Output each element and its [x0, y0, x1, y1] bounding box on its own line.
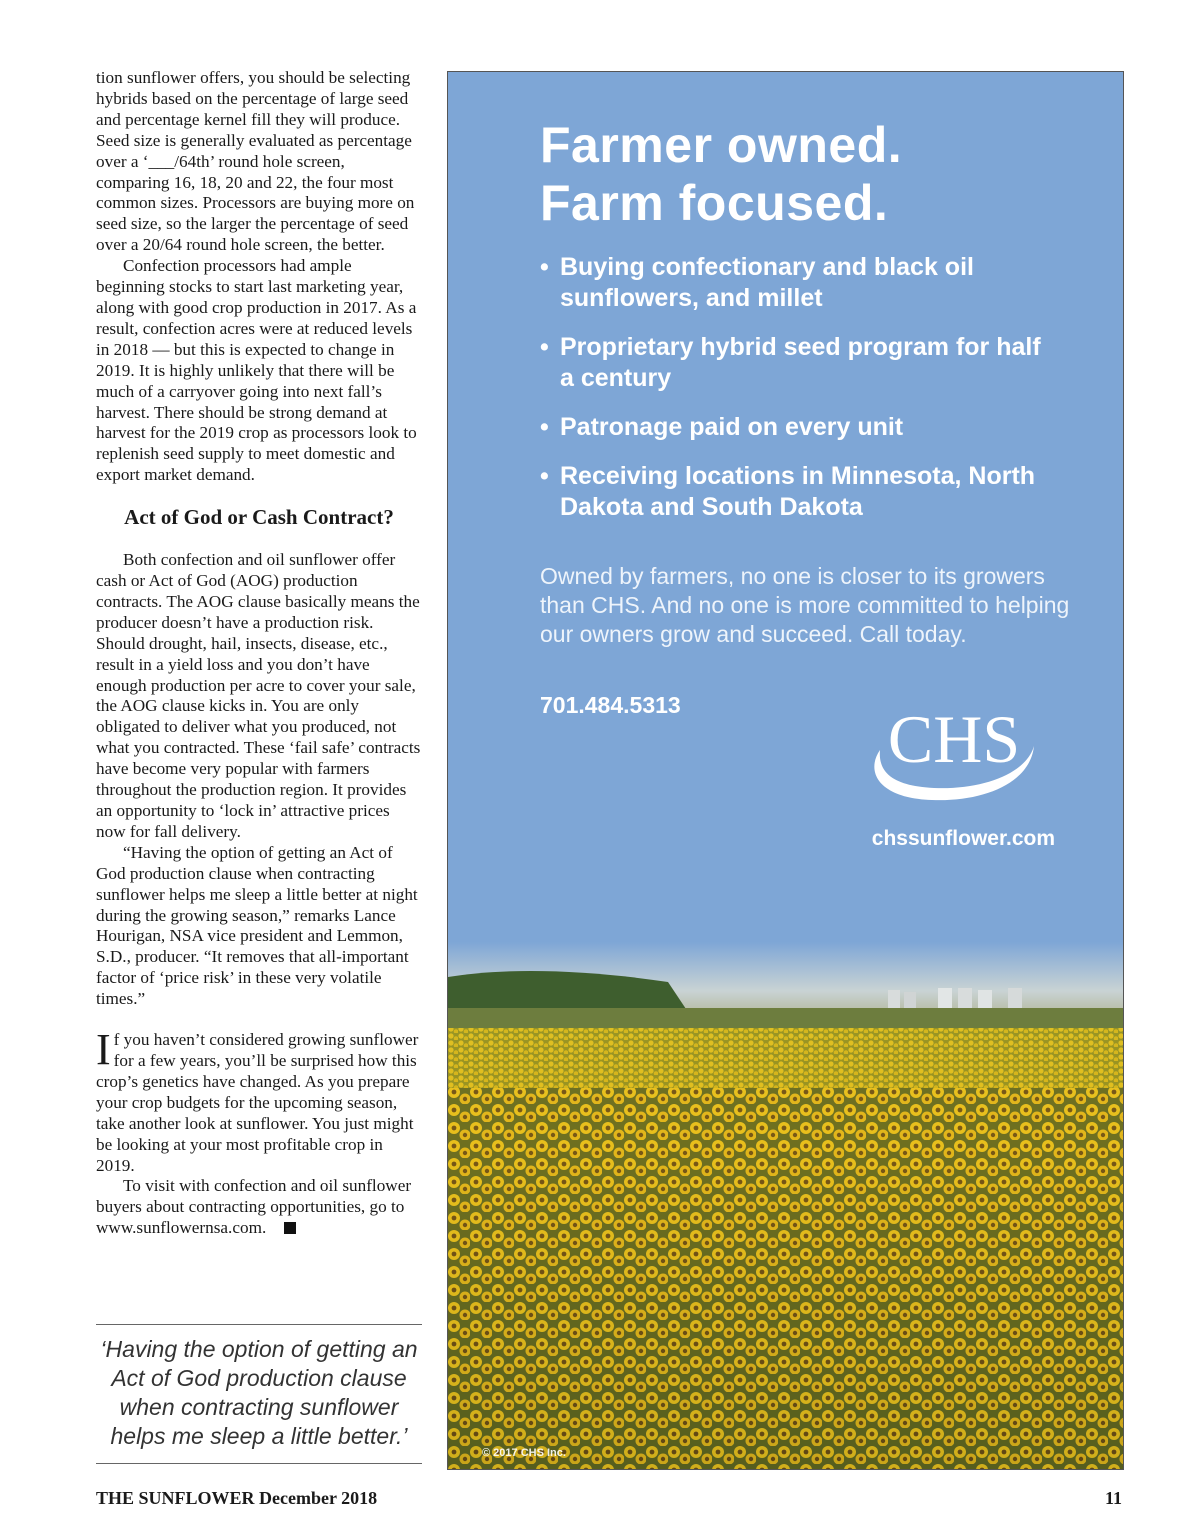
article-paragraph — [96, 1176, 422, 1239]
ad-headline-line: Farmer owned. — [540, 117, 903, 173]
ad-website-url: chssunflower.com — [871, 827, 1055, 850]
ad-bullet-item: • Proprietary hybrid seed program for half a century — [540, 332, 1060, 394]
article-paragraph: Both confection and oil sunflower offer cash or Act of God (AOG) production contracts. The AOG clause basically means the producer doesn’t have a production risk. Should drought, hail, insects, disease, etc., result in a yield loss and you don’t have enough production per acre to cover your sale, the AOG clause kicks in. You are only obligated to deliver what you produced, not what you contracted. These ‘fail safe’ contracts have become very popular with farmers throughout the production region. It provides an opportunity to ‘lock in’ attractive prices now for fall delivery. — [96, 550, 421, 841]
pull-quote — [96, 1324, 422, 1464]
sunflower-field-photo — [448, 942, 1123, 1469]
ad-copyright: © 2017 CHS Inc. — [482, 1447, 566, 1459]
article-paragraph-text: f you haven’t considered growing sunflower for a few years, you’ll be surprised how this crop’s genetics have changed. As you prepare your crop budgets for the upcoming season, take another look at sunflower. You just might be looking at your most profitable crop in 2019. — [96, 1030, 419, 1175]
drop-cap: I — [96, 1025, 111, 1075]
ad-headline — [540, 116, 902, 232]
ad-bullet-item: • Receiving locations in Minnesota, North Dakota and South Dakota — [540, 461, 1060, 523]
section-heading: Act of God or Cash Contract? — [124, 505, 394, 530]
pull-quote-text: ‘Having the option of getting an Act of God production clause when contracting sunflower helps me sleep a little better.’ — [100, 1336, 418, 1449]
chs-logo — [862, 700, 1042, 812]
ad-bullet-item: • Patronage paid on every unit — [540, 412, 1060, 443]
chs-logo-text: CHS — [887, 701, 1021, 777]
advertisement — [447, 71, 1124, 1470]
ad-bullet-list — [540, 252, 1060, 541]
article-paragraph: tion sunflower offers, you should be selecting hybrids based on the percentage of large seed and percentage kernel fill they will produce. Seed size is generally evaluated as percentage over a ‘___/64th’ round hole screen, comparing 16, 18, 20 and 22, the four most common sizes. Processors are buying more on seed size, so the larger the percentage of seed over a 20/64 round hole screen, the better. — [96, 68, 415, 255]
article-paragraph — [96, 1025, 422, 1176]
article-paragraph-text: To visit with confection and oil sunflower buyers about contracting opportunities, go to www.sunflowernsa.com. — [96, 1176, 412, 1238]
ad-bullet-item: • Buying confectionary and black oil sunflowers, and millet — [540, 252, 1060, 314]
article-paragraph: Confection processors had ample beginning stocks to start last marketing year, along with good crop production in 2017. As a result, confection acres were at reduced levels in 2018 — but this is expected to change in 2019. It is highly unlikely that there will be much of a carryover going into next fall’s harvest. There should be strong demand at harvest for the 2019 crop as processors look to replenish seed supply to meet domestic and export market demand. — [96, 256, 417, 485]
ad-headline-line: Farm focused. — [540, 175, 889, 231]
ad-body-text: Owned by farmers, no one is closer to its growers than CHS. And no one is more committed to helping our owners grow and succeed. Call today. — [540, 563, 1070, 647]
end-of-story-mark — [284, 1222, 296, 1234]
page-number: 11 — [1104, 1488, 1122, 1508]
footer-publication-title: THE SUNFLOWER December 2018 — [96, 1488, 378, 1508]
article-column — [96, 68, 422, 1239]
ad-phone-number: 701.484.5313 — [540, 692, 681, 718]
article-paragraph: “Having the option of getting an Act of God production clause when contracting sunflower helps me sleep a little better at night during the growing season,” remarks Lance Hourigan, NSA vice president and Lemmon, S.D., producer. “It removes that all-important factor of ‘price risk’ in these very volatile times.” — [96, 842, 418, 1009]
